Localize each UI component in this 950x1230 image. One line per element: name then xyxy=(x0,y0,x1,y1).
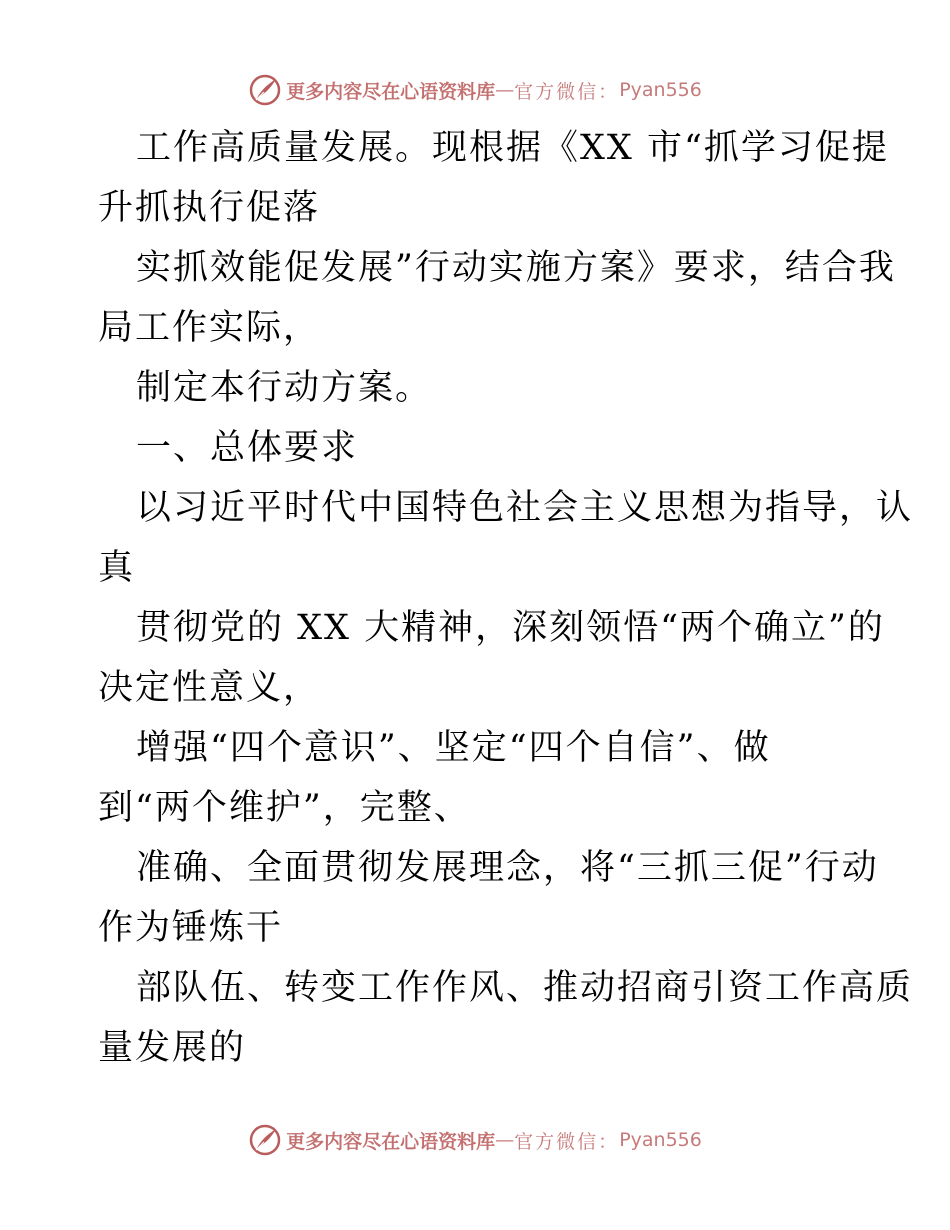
header-watermark xyxy=(0,70,950,110)
watermark-brand: 更多内容尽在心语资料库 xyxy=(286,80,496,103)
footer-watermark xyxy=(0,1120,950,1160)
watermark-wechat-id: Pyan556 xyxy=(619,1129,702,1151)
paragraph-first-line: 部队伍、转变工作作风、推动招商引资工作高质 xyxy=(136,968,914,1008)
paragraph-continuation: 作为锤炼干 xyxy=(98,908,284,948)
paragraph xyxy=(98,718,858,838)
paragraph-first-line: 准确、全面贯彻发展理念，将“三抓三促”行动 xyxy=(136,848,879,888)
paragraph-first-line: 贯彻党的 XX 大精神，深刻领悟“两个确立”的 xyxy=(136,608,885,648)
paragraph-first-line: 制定本行动方案。 xyxy=(136,368,433,408)
paragraph xyxy=(98,838,879,958)
watermark-official-label: 官方微信： xyxy=(514,80,620,103)
watermark-brand: 更多内容尽在心语资料库 xyxy=(286,1130,496,1153)
paragraph xyxy=(98,118,889,238)
paragraph-first-line: 实抓效能促发展”行动实施方案》要求，结合我 xyxy=(136,248,896,288)
paragraph xyxy=(98,358,858,418)
paragraph xyxy=(98,598,885,718)
paragraph-first-line: 工作高质量发展。现根据《XX 市“抓学习促提 xyxy=(136,128,889,168)
paragraph xyxy=(98,478,914,598)
section-heading xyxy=(98,418,858,478)
paragraph xyxy=(98,238,896,358)
paragraph-continuation: 真 xyxy=(98,548,136,588)
paragraph-first-line: 以习近平时代中国特色社会主义思想为指导，认 xyxy=(136,488,914,528)
watermark-separator: — xyxy=(495,1129,515,1151)
paragraph-first-line: 增强“四个意识”、坚定“四个自信”、做 xyxy=(136,728,771,768)
feather-pen-logo-icon xyxy=(248,1123,282,1157)
paragraph xyxy=(98,958,914,1078)
section-heading-text: 一、总体要求 xyxy=(136,428,359,468)
watermark-wechat-id: Pyan556 xyxy=(619,79,702,101)
document-body xyxy=(98,118,914,1078)
paragraph-continuation: 量发展的 xyxy=(98,1028,247,1068)
feather-pen-logo-icon xyxy=(248,73,282,107)
paragraph-continuation: 升抓执行促落 xyxy=(98,188,321,228)
watermark-official-label: 官方微信： xyxy=(514,1130,620,1153)
paragraph-continuation: 到“两个维护”，完整、 xyxy=(98,788,471,828)
watermark-separator: — xyxy=(495,79,515,101)
paragraph-continuation: 局工作实际， xyxy=(98,308,321,348)
paragraph-continuation: 决定性意义， xyxy=(98,668,321,708)
